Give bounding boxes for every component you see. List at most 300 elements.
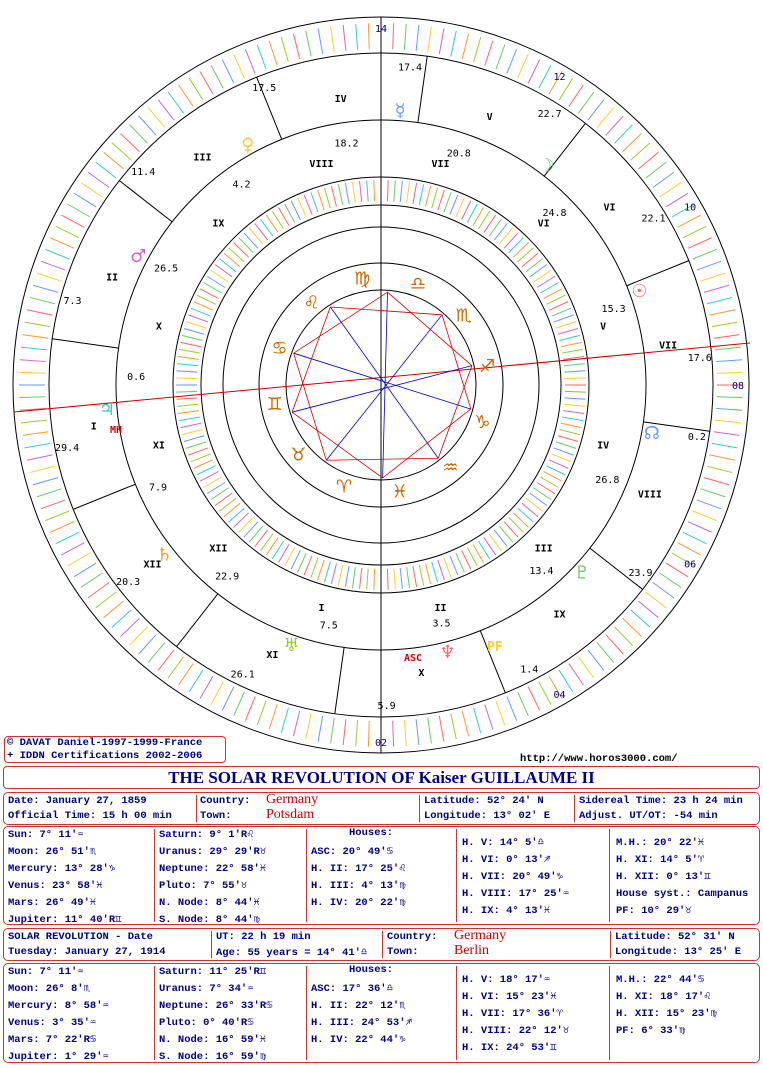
inner-tick: [304, 195, 312, 214]
outer-tick: [200, 71, 213, 94]
rev-house-row: ASC: 17° 36'♎: [311, 983, 393, 995]
inner-tick: [400, 181, 402, 202]
outer-tick: [710, 455, 735, 460]
degree-label: 26.5: [154, 263, 179, 275]
outer-tick: [74, 563, 96, 577]
natal-town-label: Town:: [200, 810, 232, 822]
inner-tick: [311, 192, 318, 212]
outer-tick: [507, 49, 517, 73]
outer-tick: [158, 650, 174, 670]
inner-tick: [407, 567, 410, 588]
natal-planet-row: Sun: 7° 11'♒: [8, 829, 84, 841]
outer-tick: [496, 701, 505, 725]
rev-house-row: H. IX: 24° 53'♊: [462, 1042, 557, 1054]
outer-tick: [717, 397, 743, 398]
outer-tick: [179, 664, 194, 686]
outer-tick: [281, 37, 288, 62]
house-number-label: VI: [603, 202, 616, 214]
house-number-label: I: [90, 421, 97, 433]
rev-house-row: M.H.: 22° 44'♋: [616, 974, 705, 986]
revolution-planets-col1: [8, 964, 109, 1066]
outer-tick: [121, 618, 140, 636]
revolution-town: Berlin: [454, 943, 489, 958]
natal-house-row: ASC: 20° 49'♋: [311, 846, 393, 858]
outer-tick: [688, 238, 712, 249]
natal-planet-row: Pluto: 7° 55'♉: [159, 880, 248, 892]
outer-tick: [518, 692, 529, 716]
aspect-line: [294, 353, 471, 409]
outer-tick: [714, 432, 740, 436]
degree-label: 24.8: [542, 208, 567, 220]
outer-tick: [416, 25, 419, 51]
degree-label: 22.7: [537, 109, 562, 121]
inner-tick: [432, 188, 438, 208]
inner-tick: [394, 569, 395, 590]
outer-tick: [707, 297, 732, 303]
outer-tick: [660, 573, 682, 588]
outer-tick: [710, 310, 735, 315]
inner-tick: [298, 553, 307, 572]
outer-tick: [50, 238, 74, 249]
revolution-age: Age: 55 years = 14° 41'♎: [216, 947, 368, 959]
natal-houses-label: Houses:: [349, 827, 394, 839]
outer-tick: [19, 372, 45, 373]
natal-planet-row: Neptune: 22° 58'♓: [159, 863, 267, 875]
inner-tick: [197, 466, 216, 475]
outer-tick: [653, 582, 674, 597]
house-number-label: VII: [659, 340, 678, 352]
house-mark-label: I: [318, 603, 325, 615]
inner-tick: [513, 243, 528, 258]
outer-tick: [416, 719, 419, 745]
outer-tick: [715, 420, 741, 423]
rev-planet-row: S. Node: 16° 59'♍: [159, 1051, 267, 1063]
rev-planet-row: Jupiter: 1° 29'♒: [8, 1051, 109, 1063]
outer-tick: [343, 25, 346, 51]
outer-tick: [356, 720, 358, 746]
outer-tick: [88, 582, 109, 597]
degree-label: 20.3: [116, 577, 141, 589]
house-cusp: [73, 484, 135, 509]
copyright-line-2: + IDDN Certifications 2002-2006: [7, 750, 203, 762]
inner-tick: [180, 423, 201, 427]
inner-tick: [186, 442, 206, 448]
degree-label: 20.8: [446, 148, 471, 160]
natal-planet-row: Jupiter: 11° 40'R♊: [8, 914, 122, 926]
zodiac-sign-glyph: ♈: [335, 476, 353, 498]
outer-tick: [588, 100, 604, 120]
revolution-planets-box: [3, 963, 760, 1063]
inner-tick: [565, 378, 586, 379]
outer-tick: [697, 500, 721, 509]
outer-tick: [343, 719, 346, 745]
natal-date: Date: January 27, 1859: [8, 795, 147, 807]
inner-tick: [324, 562, 330, 582]
natal-sidereal-time: Sidereal Time: 23 h 24 min: [579, 795, 743, 807]
degree-label: 29.4: [55, 443, 80, 455]
outer-tick: [331, 27, 335, 53]
natal-house-row: H. XII: 0° 13'♊: [616, 871, 711, 883]
revolution-planets-col2: [159, 964, 272, 1066]
inner-tick: [182, 430, 202, 435]
outer-tick: [688, 522, 712, 533]
inner-tick: [179, 349, 200, 353]
natal-planet-row: Mars: 26° 49'♓: [8, 897, 97, 909]
house-mark-label: V: [600, 321, 607, 333]
zodiac-sign-glyph: ♓: [391, 481, 408, 503]
inner-tick: [291, 201, 300, 220]
revolution-header-box: [3, 928, 760, 961]
outer-tick: [45, 511, 69, 521]
outer-tick: [683, 226, 706, 237]
outer-tick: [104, 152, 124, 169]
outer-tick: [404, 720, 406, 746]
natal-adjust: Adjust. UT/OT: -54 min: [579, 810, 718, 822]
rev-planet-row: Moon: 26° 8'♏: [8, 983, 90, 995]
outer-tick: [121, 134, 140, 152]
outer-tick: [428, 27, 432, 53]
outer-tick: [462, 34, 468, 59]
inner-tick: [552, 454, 571, 462]
zodiac-sign-glyph: ♍: [354, 268, 371, 290]
outer-tick: [130, 627, 148, 646]
inner-tick: [184, 436, 204, 442]
inner-tick: [560, 430, 580, 435]
outer-tick: [37, 489, 62, 497]
planet-glyph-icon: ♃: [98, 398, 116, 420]
outer-tick: [485, 41, 493, 66]
inner-tick: [509, 238, 524, 253]
outer-tick: [23, 432, 49, 436]
inner-tick: [560, 335, 580, 340]
outer-tick: [393, 721, 394, 747]
outer-tick: [21, 347, 47, 350]
outer-tick: [683, 532, 706, 543]
natal-planet-row: Saturn: 9° 1'R♌: [159, 829, 254, 841]
outer-tick: [211, 682, 223, 705]
outer-tick: [712, 443, 738, 448]
degree-label: 26.1: [230, 669, 255, 681]
outer-tick: [439, 716, 444, 742]
inner-tick: [394, 180, 395, 201]
outer-tick: [578, 657, 593, 678]
outer-tick: [462, 711, 468, 736]
rev-planet-row: Pluto: 0° 40'R♋: [159, 1017, 254, 1029]
outer-tick: [189, 670, 203, 692]
outer-tick: [559, 670, 573, 692]
outer-tick: [474, 37, 481, 62]
outer-tick: [569, 664, 584, 686]
planet-glyph-icon: ☽: [538, 155, 555, 177]
natal-house-row: H. XI: 14° 5'♈: [616, 854, 705, 866]
inner-tick: [200, 289, 219, 299]
outer-tick: [569, 85, 584, 107]
house-mark-label: XI: [152, 440, 165, 452]
aspect-line: [292, 366, 472, 413]
page-title: THE SOLAR REVOLUTION OF Kaiser GUILLAUME II: [3, 766, 760, 789]
house-number-label: XII: [143, 559, 162, 571]
inner-tick: [345, 183, 349, 204]
house-cusp: [335, 647, 344, 713]
outer-tick: [660, 183, 682, 198]
degree-label: 0.6: [127, 372, 146, 384]
natal-planet-row: Uranus: 29° 29'R♉: [159, 846, 267, 858]
outer-tick: [646, 162, 666, 178]
natal-house-row: H. II: 17° 25'♌: [311, 863, 406, 875]
inner-tick: [564, 404, 585, 406]
natal-time: Official Time: 15 h 00 min: [8, 810, 172, 822]
outer-tick: [539, 65, 551, 88]
rev-house-row: H. V: 18° 17'♒: [462, 974, 551, 986]
outer-tick: [20, 360, 46, 362]
planet-glyph-icon: ♀: [241, 134, 255, 156]
inner-tick: [179, 417, 200, 421]
outer-tick: [211, 65, 223, 88]
natal-planet-row: Mercury: 13° 28'♑: [8, 863, 116, 875]
outer-tick: [61, 215, 84, 227]
outer-tick: [716, 360, 742, 362]
outer-tick: [33, 478, 58, 485]
inner-tick: [563, 411, 584, 414]
natal-house-row: H. VI: 0° 13'♐: [462, 854, 551, 866]
natal-house-row: H. VIII: 17° 25'♒: [462, 888, 570, 900]
inner-tick: [285, 547, 295, 566]
outer-tick: [41, 261, 65, 270]
house-number-label: VIII: [637, 489, 662, 501]
inner-tick: [194, 302, 213, 311]
degree-label: 15.3: [601, 304, 626, 316]
aspect-line: [326, 315, 442, 460]
outer-tick: [707, 466, 732, 472]
outer-tick: [293, 34, 299, 59]
outer-tick: [693, 249, 717, 259]
inner-tick: [426, 186, 431, 206]
outer-tick: [306, 714, 311, 739]
outer-tick: [41, 500, 65, 509]
inner-tick: [352, 182, 355, 203]
outer-tick: [678, 543, 701, 555]
aspect-line: [383, 292, 388, 478]
inner-tick: [184, 328, 204, 334]
outer-tick: [701, 273, 726, 281]
outer-tick: [96, 592, 116, 608]
rev-house-row: H. XII: 15° 23'♍: [616, 1008, 717, 1020]
inner-tick: [543, 289, 562, 299]
aspect-line: [330, 307, 438, 458]
inner-tick: [467, 204, 477, 223]
inner-tick: [456, 553, 465, 572]
natal-planet-row: Moon: 26° 51'♏: [8, 846, 97, 858]
revolution-country: Germany: [454, 928, 507, 943]
outer-tick: [356, 24, 358, 50]
outer-ring-number: 12: [553, 71, 566, 83]
outer-tick: [293, 711, 299, 736]
natal-house-row: H. V: 14° 5'♎: [462, 837, 544, 849]
inner-tick: [324, 188, 330, 208]
natal-town: Potsdam: [266, 807, 315, 822]
inner-tick: [444, 192, 451, 212]
inner-tick: [554, 315, 574, 322]
outer-tick: [638, 152, 658, 169]
inner-tick: [318, 560, 324, 580]
inner-tick: [509, 517, 524, 532]
outer-tick: [631, 610, 650, 627]
planet-glyph-icon: ♇: [574, 562, 591, 584]
zodiac-sign-glyph: ♉: [290, 444, 307, 466]
house-cusp: [52, 339, 118, 348]
inner-tick: [194, 460, 213, 469]
outer-tick: [428, 718, 432, 744]
outer-tick: [715, 347, 741, 350]
rev-planet-row: Mercury: 8° 58'♒: [8, 1000, 109, 1012]
house-mark-label: IX: [212, 218, 225, 230]
degree-label: 13.4: [529, 566, 554, 578]
outer-tick: [179, 85, 194, 107]
inner-tick: [558, 436, 578, 442]
revolution-houses-label: Houses:: [349, 964, 394, 976]
outer-tick: [257, 701, 266, 725]
outer-tick: [588, 650, 604, 670]
outer-tick: [717, 372, 743, 373]
website-link[interactable]: http://www.horos3000.com/: [520, 753, 678, 765]
outer-ring-number: 10: [684, 202, 697, 214]
outer-tick: [148, 642, 165, 662]
outer-tick: [623, 134, 642, 152]
house-cusp-lines: [14, 17, 750, 753]
outer-tick: [81, 573, 103, 588]
house-cusp: [177, 594, 218, 647]
natal-country-label: Country:: [200, 795, 251, 807]
inner-tick: [554, 448, 574, 455]
zodiac-sign-glyph: ♌: [303, 292, 320, 314]
outer-tick: [234, 692, 245, 716]
outer-tick: [631, 143, 650, 160]
outer-tick: [257, 45, 266, 69]
inner-tick: [191, 454, 210, 462]
inner-tick: [352, 567, 355, 588]
house-number-label: X: [418, 668, 425, 680]
zodiac-sign-glyph: ♋: [271, 338, 288, 360]
inner-tick: [432, 562, 438, 582]
outer-tick: [623, 618, 642, 636]
outer-tick: [393, 23, 394, 49]
natal-house-row: H. VII: 20° 49'♑: [462, 871, 563, 883]
outer-tick: [158, 100, 174, 120]
outer-tick: [704, 285, 729, 292]
inner-tick: [186, 322, 206, 328]
inner-tick: [191, 308, 210, 316]
inner-tick: [200, 471, 219, 481]
aspect-line: [330, 307, 442, 315]
outer-tick: [507, 697, 517, 721]
inner-tick: [562, 417, 583, 421]
outer-tick: [528, 60, 539, 83]
outer-tick: [269, 41, 277, 66]
outer-tick: [528, 687, 539, 710]
outer-tick: [30, 297, 55, 303]
zodiac-sign-glyph: ♑: [474, 411, 491, 433]
aspect-line: [326, 458, 438, 460]
outer-tick: [614, 125, 632, 144]
rev-house-row: PF: 6° 33'♍: [616, 1025, 686, 1037]
outer-tick: [653, 172, 674, 187]
inner-tick: [180, 342, 201, 346]
outer-tick: [678, 215, 701, 227]
natal-houses-col2: [462, 835, 569, 920]
rev-planet-row: Saturn: 11° 25'R♊: [159, 966, 267, 978]
asc-label: ASC: [404, 653, 423, 664]
pf-label: PF: [487, 640, 503, 655]
degree-label: 17.5: [252, 83, 277, 95]
aspect-lines: [292, 292, 472, 478]
house-number-label: III: [193, 152, 212, 164]
outer-tick: [451, 714, 456, 739]
rev-planet-row: Neptune: 26° 33'R♋: [159, 1000, 273, 1012]
inner-tick: [331, 186, 336, 206]
natal-house-row: M.H.: 20° 22'♓: [616, 837, 705, 849]
outer-tick: [21, 420, 47, 423]
inner-tick: [338, 184, 342, 205]
revolution-town-label: Town:: [387, 946, 419, 958]
inner-tick: [444, 558, 451, 578]
rev-planet-row: N. Node: 16° 59'♓: [159, 1034, 267, 1046]
revolution-houses-col2: [462, 972, 569, 1057]
natal-planet-row: Venus: 23° 58'♓: [8, 880, 103, 892]
degree-label: 4.2: [232, 179, 251, 191]
inner-tick: [298, 198, 307, 217]
inner-tick: [546, 295, 565, 304]
outer-tick: [130, 125, 148, 144]
zodiac-sign-glyph: ♊: [266, 393, 283, 415]
inner-tick: [552, 308, 571, 316]
inner-tick: [182, 335, 202, 340]
inner-tick: [387, 569, 388, 590]
rev-house-row: H. XI: 18° 17'♌: [616, 991, 711, 1003]
revolution-longitude: Longitude: 13° 25' E: [615, 946, 742, 958]
house-number-label: V: [486, 112, 493, 124]
rev-house-row: H. VI: 15° 23'♓: [462, 991, 557, 1003]
inner-tick: [450, 195, 458, 214]
rev-house-row: H. IV: 22° 44'♑: [311, 1034, 406, 1046]
inner-tick: [387, 180, 388, 201]
zodiac-sign-glyph: ♒: [442, 457, 459, 479]
outer-tick: [19, 397, 45, 398]
outer-tick: [306, 31, 311, 56]
natal-house-row: House syst.: Campanus: [616, 888, 749, 900]
inner-tick: [360, 181, 362, 202]
house-number-label: IV: [334, 93, 347, 105]
inner-tick: [234, 243, 249, 258]
inner-tick: [188, 315, 208, 322]
inner-tick: [543, 471, 562, 481]
inner-tick: [234, 513, 249, 528]
outer-tick: [614, 627, 632, 646]
outer-tick: [222, 687, 233, 710]
outer-tick: [518, 54, 529, 78]
house-mark-label: IV: [597, 440, 610, 452]
inner-tick: [426, 564, 431, 584]
copyright-box: [4, 736, 226, 763]
outer-tick: [24, 443, 50, 448]
house-mark-label: VIII: [309, 158, 334, 170]
degree-label: 22.1: [641, 213, 666, 225]
inner-tick: [318, 190, 324, 210]
degree-label: 23.9: [628, 568, 653, 580]
outer-tick: [222, 60, 233, 83]
revolution-latitude: Latitude: 52° 31' N: [615, 931, 735, 943]
outer-ring-number: 06: [684, 559, 697, 571]
outer-tick: [104, 601, 124, 618]
